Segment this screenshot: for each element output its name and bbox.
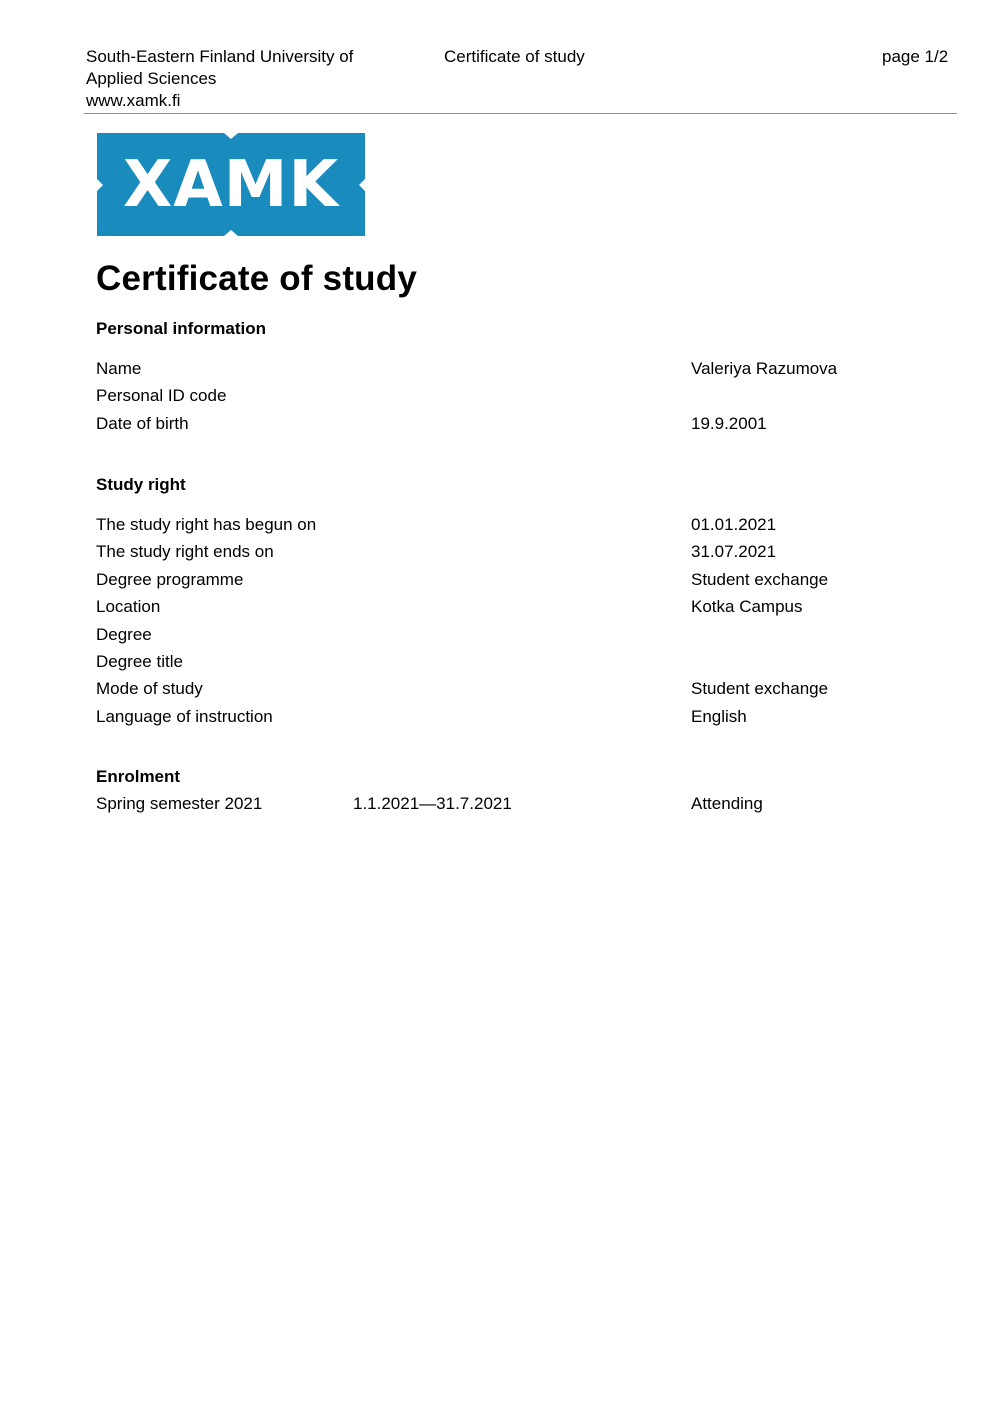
xamk-logo [97,133,365,236]
personal-row-name [96,358,956,380]
field-label: Location [96,597,161,616]
field-label: Personal ID code [96,386,227,405]
header-page-number: page 1/2 [882,47,949,66]
header-document-label: Certificate of study [444,47,585,66]
field-value: Kotka Campus [691,597,803,616]
enrolment-term: Spring semester 2021 [96,794,263,813]
study-right-row-ends [96,541,956,563]
field-label: Degree [96,625,152,644]
personal-information-heading: Personal information [96,319,267,338]
study-right-row-location [96,596,956,618]
enrolment-period: 1.1.2021—31.7.2021 [353,794,512,813]
study-right-row-degree [96,624,956,646]
study-right-heading: Study right [96,475,186,494]
field-label: Degree programme [96,570,244,589]
enrolment-row [96,793,956,815]
field-label: The study right has begun on [96,515,317,534]
enrolment-heading: Enrolment [96,767,181,786]
header-website: www.xamk.fi [86,91,181,110]
field-label: The study right ends on [96,542,274,561]
header-org-line1: South-Eastern Finland University of [86,47,354,66]
field-label: Name [96,359,142,378]
study-right-row-mode [96,678,956,700]
page-title: Certificate of study [96,259,417,298]
field-label: Degree title [96,652,183,671]
field-value: English [691,707,747,726]
header-org-line2: Applied Sciences [86,69,217,88]
field-label: Language of instruction [96,707,273,726]
study-right-row-begun [96,514,956,536]
field-value: 01.01.2021 [691,515,777,534]
field-value: 19.9.2001 [691,414,767,433]
study-right-row-programme [96,569,956,591]
personal-row-id-code [96,385,956,407]
personal-row-date-of-birth [96,413,956,435]
enrolment-status: Attending [691,794,763,813]
logo-wordmark: XAMK [123,148,341,222]
field-value: Valeriya Razumova [691,359,838,378]
field-label: Mode of study [96,679,203,698]
field-value: 31.07.2021 [691,542,777,561]
field-label: Date of birth [96,414,189,433]
field-value: Student exchange [691,679,829,698]
study-right-row-degree-title [96,651,956,673]
header-organization [86,46,406,112]
field-value: Student exchange [691,570,829,589]
study-right-row-language [96,706,956,728]
header-divider [84,113,957,114]
